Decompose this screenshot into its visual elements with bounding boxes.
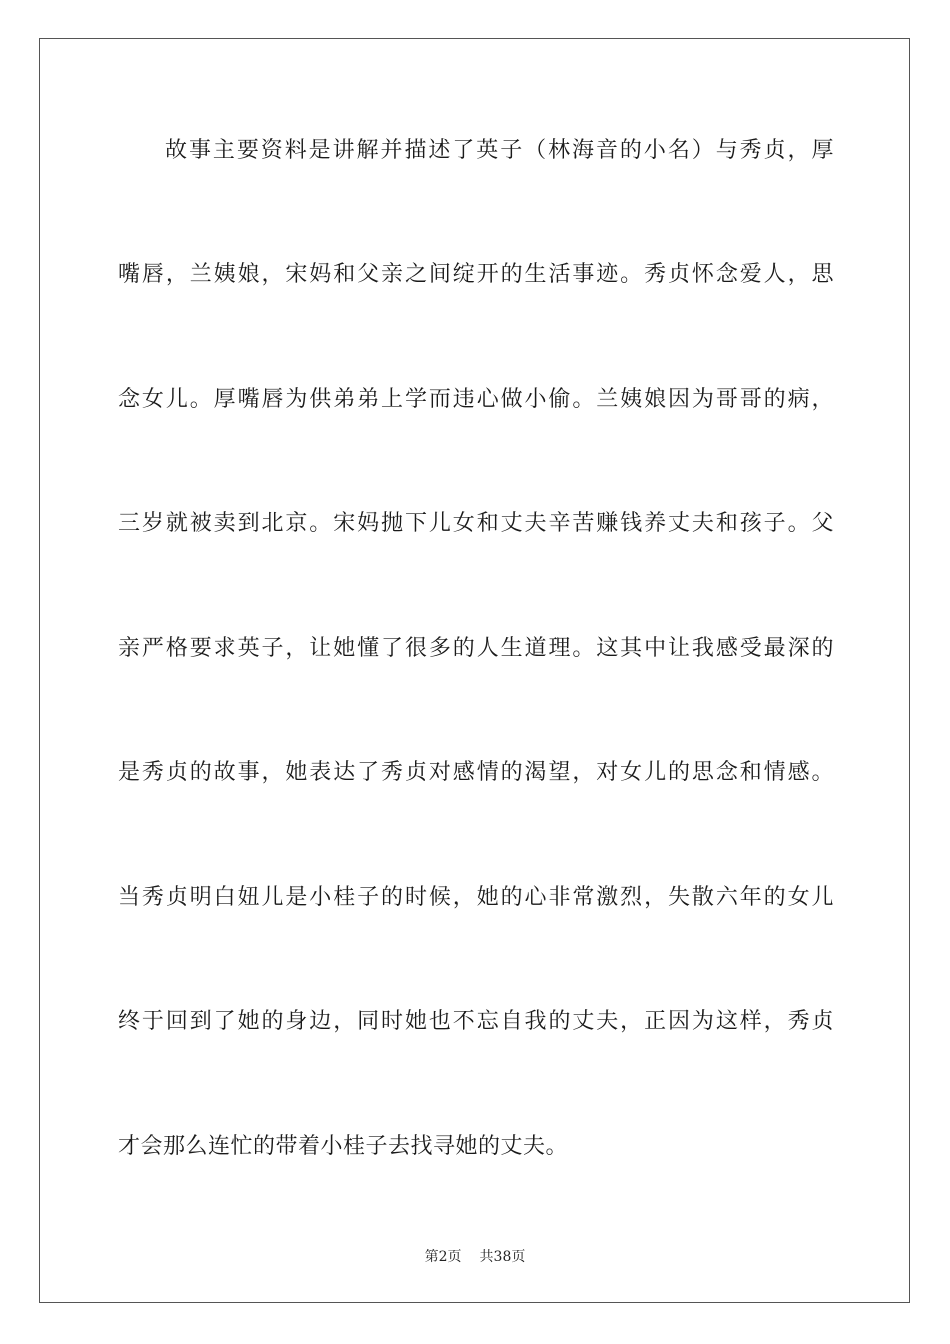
- page-footer: [0, 1246, 950, 1266]
- text-line: 嘴唇，兰姨娘，宋妈和父亲之间绽开的生活事迹。秀贞怀念爱人，思: [118, 262, 834, 287]
- page-border: [39, 38, 910, 1303]
- text-line: 三岁就被卖到北京。宋妈抛下儿女和丈夫辛苦赚钱养丈夫和孩子。父: [118, 511, 834, 536]
- text-line: 当秀贞明白妞儿是小桂子的时候，她的心非常激烈，失散六年的女儿: [118, 885, 834, 910]
- text-line: 才会那么连忙的带着小桂子去找寻她的丈夫。: [118, 1134, 569, 1159]
- text-line: 故事主要资料是讲解并描述了英子（林海音的小名）与秀贞，厚: [165, 138, 834, 163]
- text-line: 是秀贞的故事，她表达了秀贞对感情的渴望，对女儿的思念和情感。: [118, 760, 834, 785]
- text-line: 念女儿。厚嘴唇为供弟弟上学而违心做小偷。兰姨娘因为哥哥的病，: [118, 387, 834, 412]
- text-line: 亲严格要求英子，让她懂了很多的人生道理。这其中让我感受最深的: [118, 636, 834, 661]
- page-number: 第2页: [424, 1249, 462, 1265]
- page-total: 共38页: [479, 1249, 526, 1265]
- text-line: 终于回到了她的身边，同时她也不忘自我的丈夫，正因为这样，秀贞: [118, 1009, 834, 1034]
